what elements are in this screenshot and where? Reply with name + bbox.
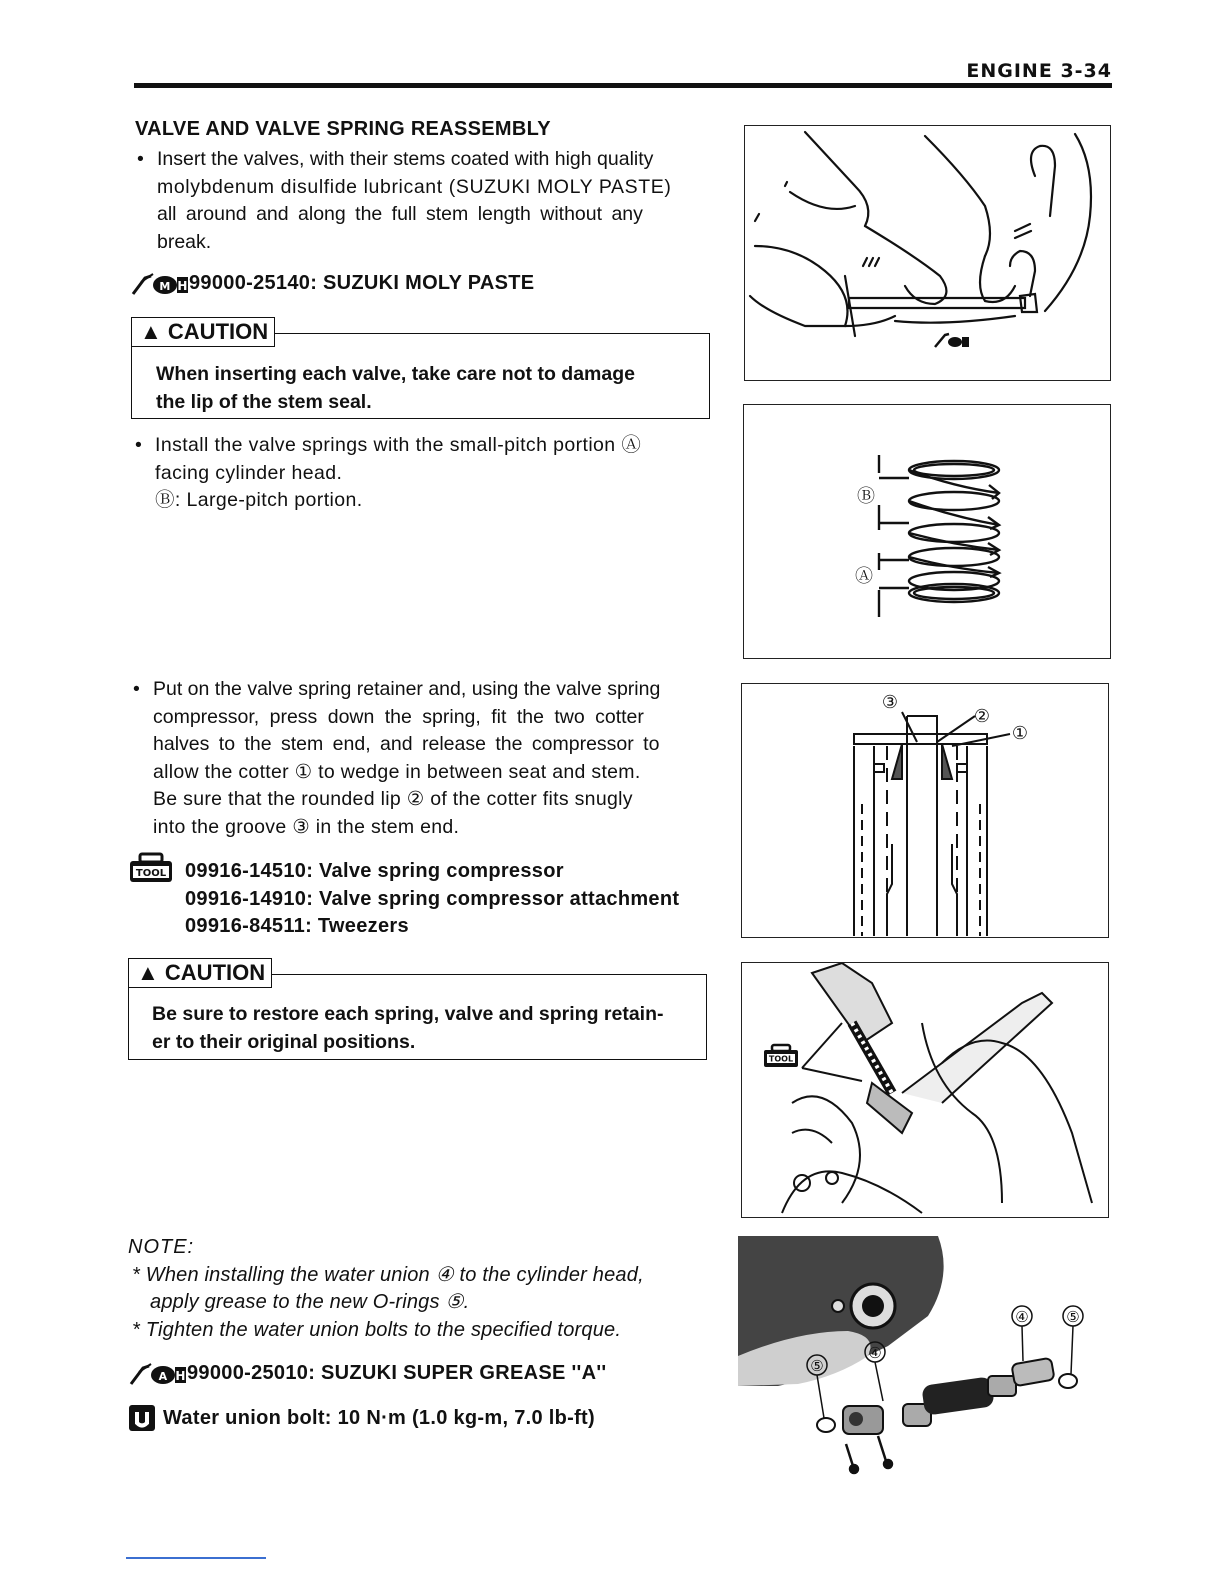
torque-spec [128, 1404, 595, 1432]
note-label: NOTE: [128, 1236, 195, 1258]
text-line: compressor, press down the spring, fit the two cotter [153, 705, 644, 728]
footer-rule [126, 1557, 266, 1559]
tool-item: 09916-14510: Valve spring compressor [185, 860, 564, 882]
figure-cotter-section [741, 683, 1109, 938]
union-label-4: ④ [1015, 1308, 1029, 1326]
text-line: molybdenum disulfide lubricant (SUZUKI MOLY PASTE) [157, 175, 672, 198]
header-rule [134, 83, 1112, 88]
svg-text:A: A [158, 1370, 168, 1383]
bullet-install-springs [135, 432, 642, 515]
text-line: into the groove ③ in the stem end. [153, 815, 460, 838]
caution-text [152, 1000, 664, 1056]
tool-item: 09916-14910: Valve spring compressor attachment [185, 887, 680, 910]
note-line: apply grease to the new O-rings ⑤. [150, 1291, 470, 1313]
moly-paste-spec [131, 270, 534, 296]
note-block [128, 1234, 644, 1344]
text-line: halves to the stem end, and release the compressor to [153, 733, 660, 755]
svg-text:M: M [159, 280, 171, 293]
bullet-retainer-cotter [133, 676, 661, 841]
water-union-illustration [738, 1236, 1098, 1486]
caution-label-text: CAUTION [167, 319, 269, 344]
super-grease-spec [129, 1360, 606, 1386]
tool-tag-icon [764, 1045, 798, 1067]
union-label-5: ⑤ [810, 1357, 824, 1375]
warning-icon: ▲ [140, 319, 162, 344]
figure-valve-insertion [744, 125, 1111, 381]
text-line: Insert the valves, with their stems coated with high quality [157, 148, 654, 170]
torque-wrench-icon [128, 1404, 158, 1432]
caution-text [156, 360, 635, 416]
super-grease-icon [129, 1360, 187, 1386]
page-number: 3-34 [1060, 60, 1112, 82]
cotter-label-groove: ③ [881, 692, 899, 713]
bullet-dot: • [137, 148, 144, 170]
spring-label-b: Ⓑ [857, 486, 875, 507]
figure-spring-compressor [741, 962, 1109, 1218]
page-header [0, 60, 1112, 82]
union-label-5: ⑤ [1066, 1308, 1080, 1326]
text-line: Be sure to restore each spring, valve and spring retain- [152, 1003, 664, 1025]
svg-text:TOOL: TOOL [768, 1054, 794, 1064]
figure-water-union [738, 1236, 1098, 1486]
svg-text:H: H [177, 279, 188, 293]
text-line: Be sure that the rounded lip ② of the cotter fits snugly [153, 788, 633, 810]
svg-text:H: H [175, 1369, 186, 1383]
text-line: all around and along the full stem length without any [157, 203, 643, 225]
figure-valve-spring [743, 404, 1111, 659]
tool-list [185, 858, 679, 941]
text-line: facing cylinder head. [155, 461, 343, 484]
text-line: Install the valve springs with the small-pitch portion Ⓐ [155, 434, 642, 456]
section-name: ENGINE [966, 60, 1053, 82]
note-line: * When installing the water union ④ to the cylinder head, [132, 1263, 644, 1286]
torque-text: Water union bolt: 10 N·m (1.0 kg-m, 7.0 lb-ft) [163, 1406, 595, 1429]
bullet-dot: • [135, 434, 142, 456]
cotter-label-lip: ② [973, 706, 991, 727]
text-line: the lip of the stem seal. [156, 391, 372, 413]
super-grease-code: 99000-25010: SUZUKI SUPER GREASE ''A'' [187, 1361, 607, 1384]
tool-item: 09916-84511: Tweezers [185, 915, 409, 937]
caution-label-text: CAUTION [164, 960, 266, 985]
union-label-4: ④ [868, 1344, 882, 1362]
section-title: VALVE AND VALVE SPRING REASSEMBLY [135, 118, 551, 140]
note-line: * Tighten the water union bolts to the specified torque. [132, 1318, 622, 1341]
caution-label [131, 317, 275, 347]
caution-label [128, 958, 272, 988]
warning-icon: ▲ [137, 960, 159, 985]
text-line: er to their original positions. [152, 1031, 416, 1053]
tool-icon [128, 852, 174, 884]
bullet-insert-valves [137, 146, 672, 256]
bullet-dot: • [133, 678, 140, 700]
text-line: break. [157, 230, 212, 253]
text-line: Ⓑ: Large-pitch portion. [155, 489, 363, 511]
text-line: When inserting each valve, take care not to damage [156, 363, 635, 385]
valve-insertion-illustration [745, 126, 1110, 380]
text-line: Put on the valve spring retainer and, using the valve spring [153, 678, 661, 700]
moly-paste-icon [131, 270, 189, 296]
spring-compressor-illustration [742, 963, 1108, 1217]
moly-paste-code: 99000-25140: SUZUKI MOLY PASTE [189, 271, 535, 294]
cotter-section-illustration [742, 684, 1108, 937]
cotter-label-cotter: ① [1011, 723, 1029, 744]
svg-text:TOOL: TOOL [135, 868, 167, 879]
text-line: allow the cotter ① to wedge in between seat and stem. [153, 760, 641, 783]
valve-spring-illustration [744, 405, 1110, 658]
spring-label-a: Ⓐ [855, 566, 873, 587]
